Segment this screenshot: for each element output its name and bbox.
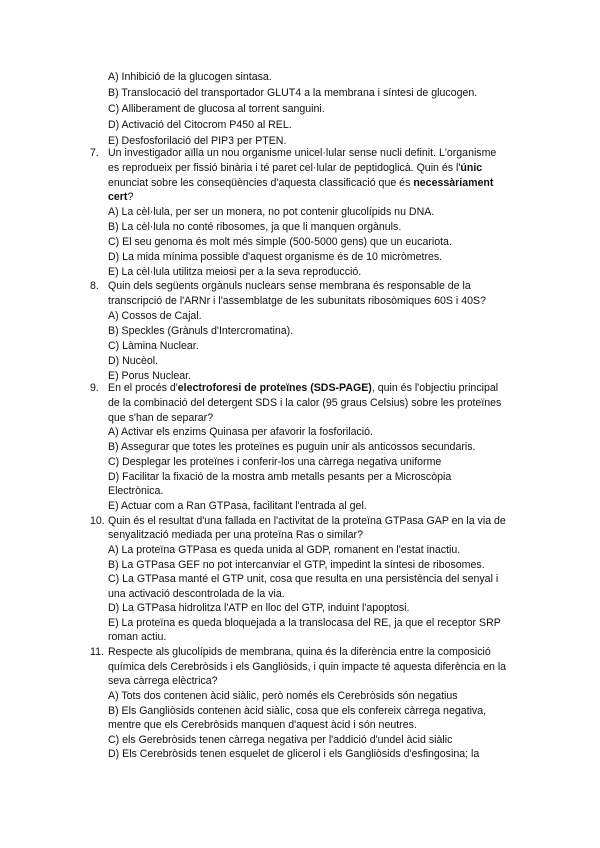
q10-option-d: D) La GTPasa hidrolitza l'ATP en lloc del GTP, induint l'apoptosi. [108, 602, 410, 614]
q6-option-a: A) Inhibició de la glucogen sintasa. [108, 71, 272, 83]
q9-option-d: D) Facilitar la fixació de la mostra amb metalls pesants per a Microscòpia [108, 471, 452, 483]
q8-stem-line-1: Quin dels següents orgànuls nuclears sense membrana és responsable de la [108, 280, 471, 292]
q11-stem-line-2: química dels Cerebròsids i els Gangliòsids, i quin impacte té aquesta diferència en la [108, 661, 507, 673]
q8-number: 8. [90, 280, 99, 292]
q6-option-b: B) Translocació del transportador GLUT4 a la membrana i síntesi de glucogen. [108, 87, 478, 99]
q10-option-c-cont: una activació descontrolada de la via. [108, 588, 285, 600]
q10-option-c: C) La GTPasa manté el GTP unit, cosa que resulta en una persistència del senyal i [108, 573, 499, 585]
q9-option-d-cont: Electrònica. [108, 485, 164, 497]
q9-stem-line-2: de la combinació del detergent SDS i la calor (95 graus Celsius) sobre les proteïnes [108, 397, 502, 409]
q7-option-c: C) El seu genoma és molt més simple (500-5000 gens) que un eucariota. [108, 236, 452, 248]
q10-stem-line-2: senyalització mediada per una proteïna Ras o similar? [108, 529, 363, 541]
q6-option-e: E) Desfosforilació del PIP3 per PTEN. [108, 135, 287, 147]
q8-option-b: B) Speckles (Grànuls d'Intercromatina). [108, 325, 294, 337]
q7-number: 7. [90, 147, 99, 159]
q11-option-c: C) els Gerebròsids tenen càrrega negativa per l'addició d'undel àcid siàlic [108, 734, 453, 746]
q11-number: 11. [90, 646, 104, 658]
q9-emphasis-sds-page: electroforesi de proteïnes (SDS-PAGE) [177, 382, 372, 394]
q7-stem-line-2: es reprodueix per fissió binària i té paret cel·lular de peptidoglicà. Quin és l'únic [108, 162, 483, 174]
q11-stem-line-1: Respecte als glucolípids de membrana, quina és la diferència entre la composició [108, 646, 491, 658]
q7-stem-line-3: enunciat sobre les conseqüències d'aquesta classificació que és necessàriament [108, 177, 494, 189]
q10-option-a: A) La proteïna GTPasa es queda unida al GDP, romanent en l'estat inactiu. [108, 544, 461, 556]
q9-option-b: B) Assegurar que totes les proteïnes es puguin unir als anticossos secundaris. [108, 441, 476, 453]
q8-option-d: D) Nucèol. [108, 355, 159, 367]
q9-option-e: E) Actuar com a Ran GTPasa, facilitant l'entrada al gel. [108, 500, 367, 512]
q11-option-b-cont: mentre que els Cerebròsids manquen d'aquest àcid i són neutres. [108, 719, 417, 731]
q10-number: 10. [90, 515, 105, 527]
q10-option-e-cont: roman actiu. [108, 631, 167, 643]
q11-option-d: D) Els Cerebròsids tenen esquelet de glicerol i els Gangliòsids d'esfingosina; la [108, 748, 480, 760]
q7-option-e: E) La cèl·lula utilitza meiosi per a la seva reproducció. [108, 266, 362, 278]
q7-option-d: D) La mida mínima possible d'aquest organisme és de 10 micròmetres. [108, 251, 443, 263]
q7-emphasis-cert: cert [108, 191, 128, 203]
q9-stem-line-1: En el procés d'electroforesi de proteïnes (SDS-PAGE), quin és l'objectiu principal [108, 382, 499, 394]
q7-option-b: B) La cèl·lula no conté ribosomes, ja que li manquen orgànuls. [108, 221, 402, 233]
q8-stem-line-2: transcripció de l'ARNr i l'assemblatge de les subunitats ribosòmiques 60S i 40S? [108, 295, 486, 307]
q8-option-a: A) Cossos de Cajal. [108, 310, 202, 322]
q11-stem-line-3: seva càrrega elèctrica? [108, 675, 218, 687]
q9-stem-line-3: que s'han de separar? [108, 412, 214, 424]
q8-option-c: C) Làmina Nuclear. [108, 340, 199, 352]
q6-option-c: C) Alliberament de glucosa al torrent sanguini. [108, 103, 325, 115]
q7-stem-line-4: cert? [108, 191, 134, 203]
q7-option-a: A) La cèl·lula, per ser un monera, no pot contenir glucolípids nu DNA. [108, 206, 435, 218]
q7-emphasis-unic: únic [460, 162, 483, 174]
q10-option-e: E) La proteïna es queda bloquejada a la translocasa del RE, ja que el receptor SRP [108, 617, 501, 629]
q10-option-b: B) La GTPasa GEF no pot intercanviar el GTP, impedint la síntesi de ribosomes. [108, 559, 485, 571]
q7-emphasis-necessariament: necessàriament [413, 177, 494, 189]
q6-option-d: D) Activació del Citocrom P450 al REL. [108, 119, 292, 131]
q11-option-a: A) Tots dos contenen àcid siàlic, però només els Cerebròsids són negatius [108, 690, 458, 702]
q9-option-a: A) Activar els enzims Quinasa per afavorir la fosforilació. [108, 426, 373, 438]
q9-number: 9. [90, 382, 99, 394]
q7-stem-line-1: Un investigador aïlla un nou organisme unicel·lular sense nucli definit. L'organisme [108, 147, 497, 159]
q11-option-b: B) Els Gangliòsids contenen àcid siàlic, cosa que els confereix càrrega negativa, [108, 705, 487, 717]
q10-stem-line-1: Quin és el resultat d'una fallada en l'activitat de la proteïna GTPasa GAP en la via de [108, 515, 506, 527]
q9-option-c: C) Desplegar les proteïnes i conferir-los una càrrega negativa uniforme [108, 456, 442, 468]
q8-option-e: E) Porus Nuclear. [108, 370, 192, 382]
